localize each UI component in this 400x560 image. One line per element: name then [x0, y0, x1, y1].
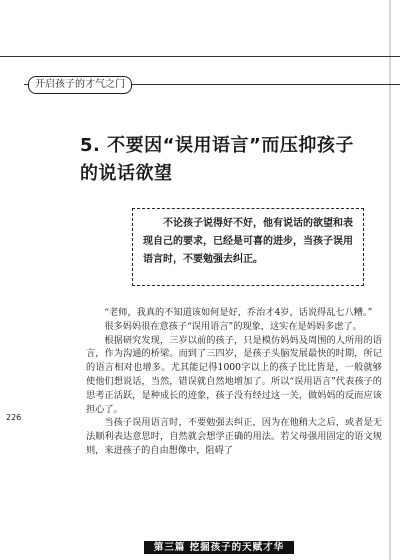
chapter-number: 5.	[80, 135, 101, 156]
callout-box: 不论孩子说得好不好，他有说话的欲望和表现自己的要求，已经是可喜的进步，当孩子误用语言时，不要勉强去纠正。	[132, 208, 364, 286]
chapter-title-text: 不要因“误用语言”而压抑孩子的说话欲望	[80, 135, 354, 184]
running-header-title: 开启孩子的才气之门	[28, 76, 132, 94]
paragraph-4: 当孩子误用语言时，不要勉强去纠正，因为在他稍大之后，或者是无法顺利表达意思时，自然就会想学正确的用法。若父母强用固定的语文规则，来进孩子的自由想像中，阻碍了	[86, 417, 382, 456]
paragraph-1: “老师，我真的不知道该如何是好，乔治才4岁，话说得乱七八糟。”	[104, 307, 373, 318]
chapter-heading	[80, 132, 370, 188]
page-number: 226	[6, 413, 22, 422]
paragraph-2: 很多妈妈很在意孩子“误用语言”的现象，这实在是妈妈多虑了。	[104, 320, 362, 332]
body-text	[86, 306, 382, 458]
header-rule	[0, 56, 400, 57]
footer-section-label: 第三篇 挖掘孩子的天赋才华	[144, 541, 294, 554]
paragraph-3: 根据研究发现，三岁以前的孩子，只是模仿妈妈及周围的人所用的语言，作为沟通的桥梁。而到了三四岁，是孩子头脑发展最快的时期，所记的语言相对也增多。尤其能记得1000字以上的孩子比比皆是，一般就够使他们想说话，当然，错误就自然地增加了。所以“误用语言”代表孩子的思考正活跃，是种成长的迹象，孩子没有经过这一关，做妈妈的反而应该担心了。	[86, 334, 382, 415]
